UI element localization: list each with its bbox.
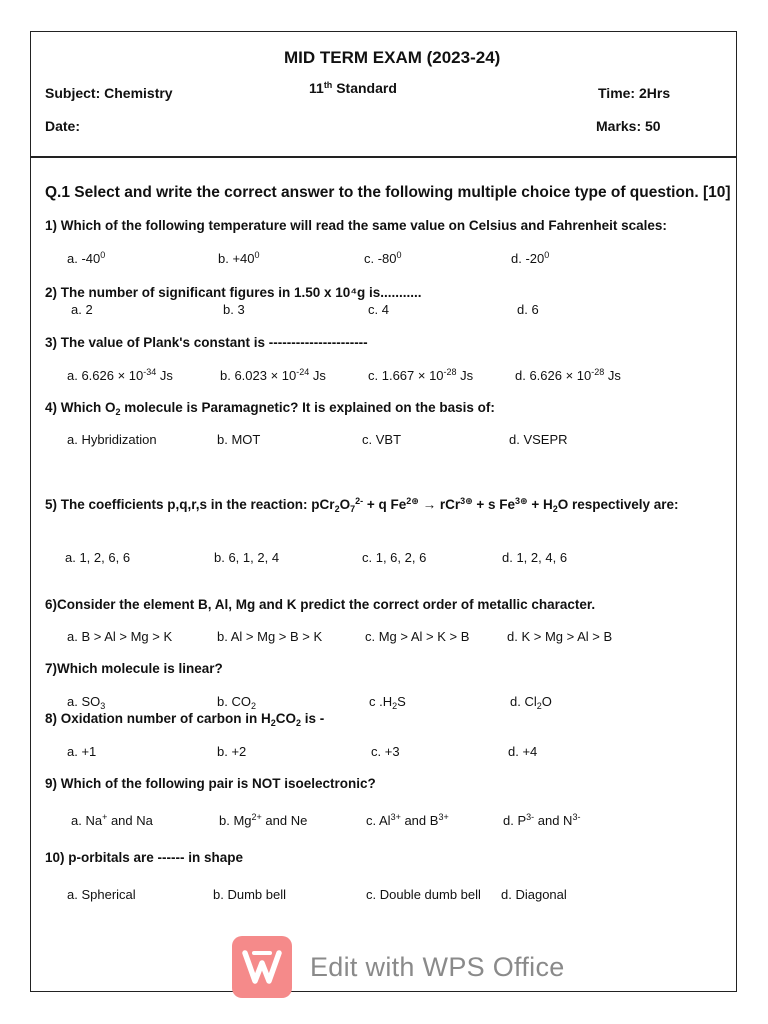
option-9b: b. $Mg^{2+}$ and Ne	[219, 812, 308, 828]
question-3: 3) The value of Plank's constant is ----------------------	[45, 335, 368, 350]
question-10: 10) p-orbitals are ------ in shape	[45, 850, 244, 865]
option-2b: b. 3	[223, 302, 245, 317]
question-2: 2) The number of significant figures in 1.50 x 10⁴g is...........	[45, 285, 422, 300]
option-6c: c. Mg > Al > K > B	[365, 629, 470, 644]
option-4b: b. MOT	[217, 432, 261, 447]
time-label: Time: 2Hrs	[598, 85, 671, 101]
option-1b: b. $+40^0$	[218, 250, 260, 266]
exam-title: MID TERM EXAM (2023-24)	[284, 48, 501, 67]
option-8b: b. +2	[217, 744, 247, 759]
option-2a: a. 2	[71, 302, 93, 317]
option-5b: b. 6, 1, 2, 4	[214, 550, 280, 565]
option-3d: d. $6.626 \times 10^{-28}$ Js	[515, 367, 621, 383]
question-8: 8) Oxidation number of carbon in $H_2CO_2$ is -	[45, 711, 325, 728]
question-1: 1) Which of the following temperature will read the same value on Celsius and Fahrenheit scales:	[45, 218, 667, 233]
option-4a: a. Hybridization	[67, 432, 157, 447]
option-1d: d. $-20^0$	[511, 250, 550, 266]
option-9a: a. Na+ and Na	[71, 812, 153, 828]
question-7: 7)Which molecule is linear?	[45, 661, 223, 676]
option-7c: c $.H_2S$	[369, 694, 406, 711]
option-3c: c. $1.667 \times 10^{-28}$ Js	[368, 367, 474, 383]
date-label: Date:	[45, 118, 81, 134]
option-7d: d. $Cl_2O$	[510, 694, 552, 711]
option-7a: a. $SO_3$	[67, 694, 106, 711]
wps-watermark[interactable]	[232, 936, 578, 1000]
option-10d: d. Diagonal	[501, 887, 567, 902]
option-3a: a. $6.626 \times 10^{-34}$ Js	[67, 367, 173, 383]
question-9: 9) Which of the following pair is NOT isoelectronic?	[45, 776, 376, 791]
section-heading: Q.1 Select and write the correct answer to the following multiple choice type of question. [10]	[45, 184, 731, 201]
option-6b: b. Al > Mg > B > K	[217, 629, 323, 644]
standard-label: 11th Standard	[309, 80, 397, 96]
option-5d: d. 1, 2, 4, 6	[502, 550, 568, 565]
option-5c: c. 1, 6, 2, 6	[362, 550, 427, 565]
option-4c: c. VBT	[362, 432, 402, 447]
wps-watermark-text: Edit with WPS Office	[310, 952, 565, 982]
option-9c: c. $Al^{3+}$ and $B^{3+}$	[366, 812, 449, 828]
option-4d: d. VSEPR	[509, 432, 568, 447]
option-8c: c. +3	[371, 744, 400, 759]
option-7b: b. $CO_2$	[217, 694, 256, 711]
option-1c: c. $-80^0$	[364, 250, 402, 266]
subject-label: Subject: Chemistry	[45, 85, 173, 101]
option-10a: a. Spherical	[67, 887, 136, 902]
header-divider	[30, 156, 737, 158]
option-10b: b. Dumb bell	[213, 887, 286, 902]
question-5: 5) The coefficients p,q,r,s in the reaction: $pCr_2O_7^{2-} + q$ $Fe^{2\oplus} \to rCr^{3\oplus} + s$ $Fe^{3\oplus} + H_2O$ respectively are:	[45, 496, 679, 514]
option-6d: d. K > Mg > Al > B	[507, 629, 613, 644]
option-3b: b. $6.023 \times 10^{-24}$ Js	[220, 367, 326, 383]
option-5a: a. 1, 2, 6, 6	[65, 550, 131, 565]
wps-logo-icon	[232, 936, 292, 998]
option-9d: d. $P^{3-}$ and $N^{3-}$	[503, 812, 581, 828]
option-1a: a. $-40^0$	[67, 250, 106, 266]
question-4: 4) Which $O_2$ molecule is Paramagnetic? It is explained on the basis of:	[45, 400, 495, 417]
option-2c: c. 4	[368, 302, 389, 317]
option-10c: c. Double dumb bell	[366, 887, 481, 902]
marks-label: Marks: 50	[596, 118, 661, 134]
option-2d: d. 6	[517, 302, 539, 317]
question-6: 6)Consider the element B, Al, Mg and K predict the correct order of metallic character.	[45, 597, 596, 612]
option-8d: d. +4	[508, 744, 538, 759]
option-6a: a. B > Al > Mg > K	[67, 629, 173, 644]
option-8a: a. +1	[67, 744, 97, 759]
